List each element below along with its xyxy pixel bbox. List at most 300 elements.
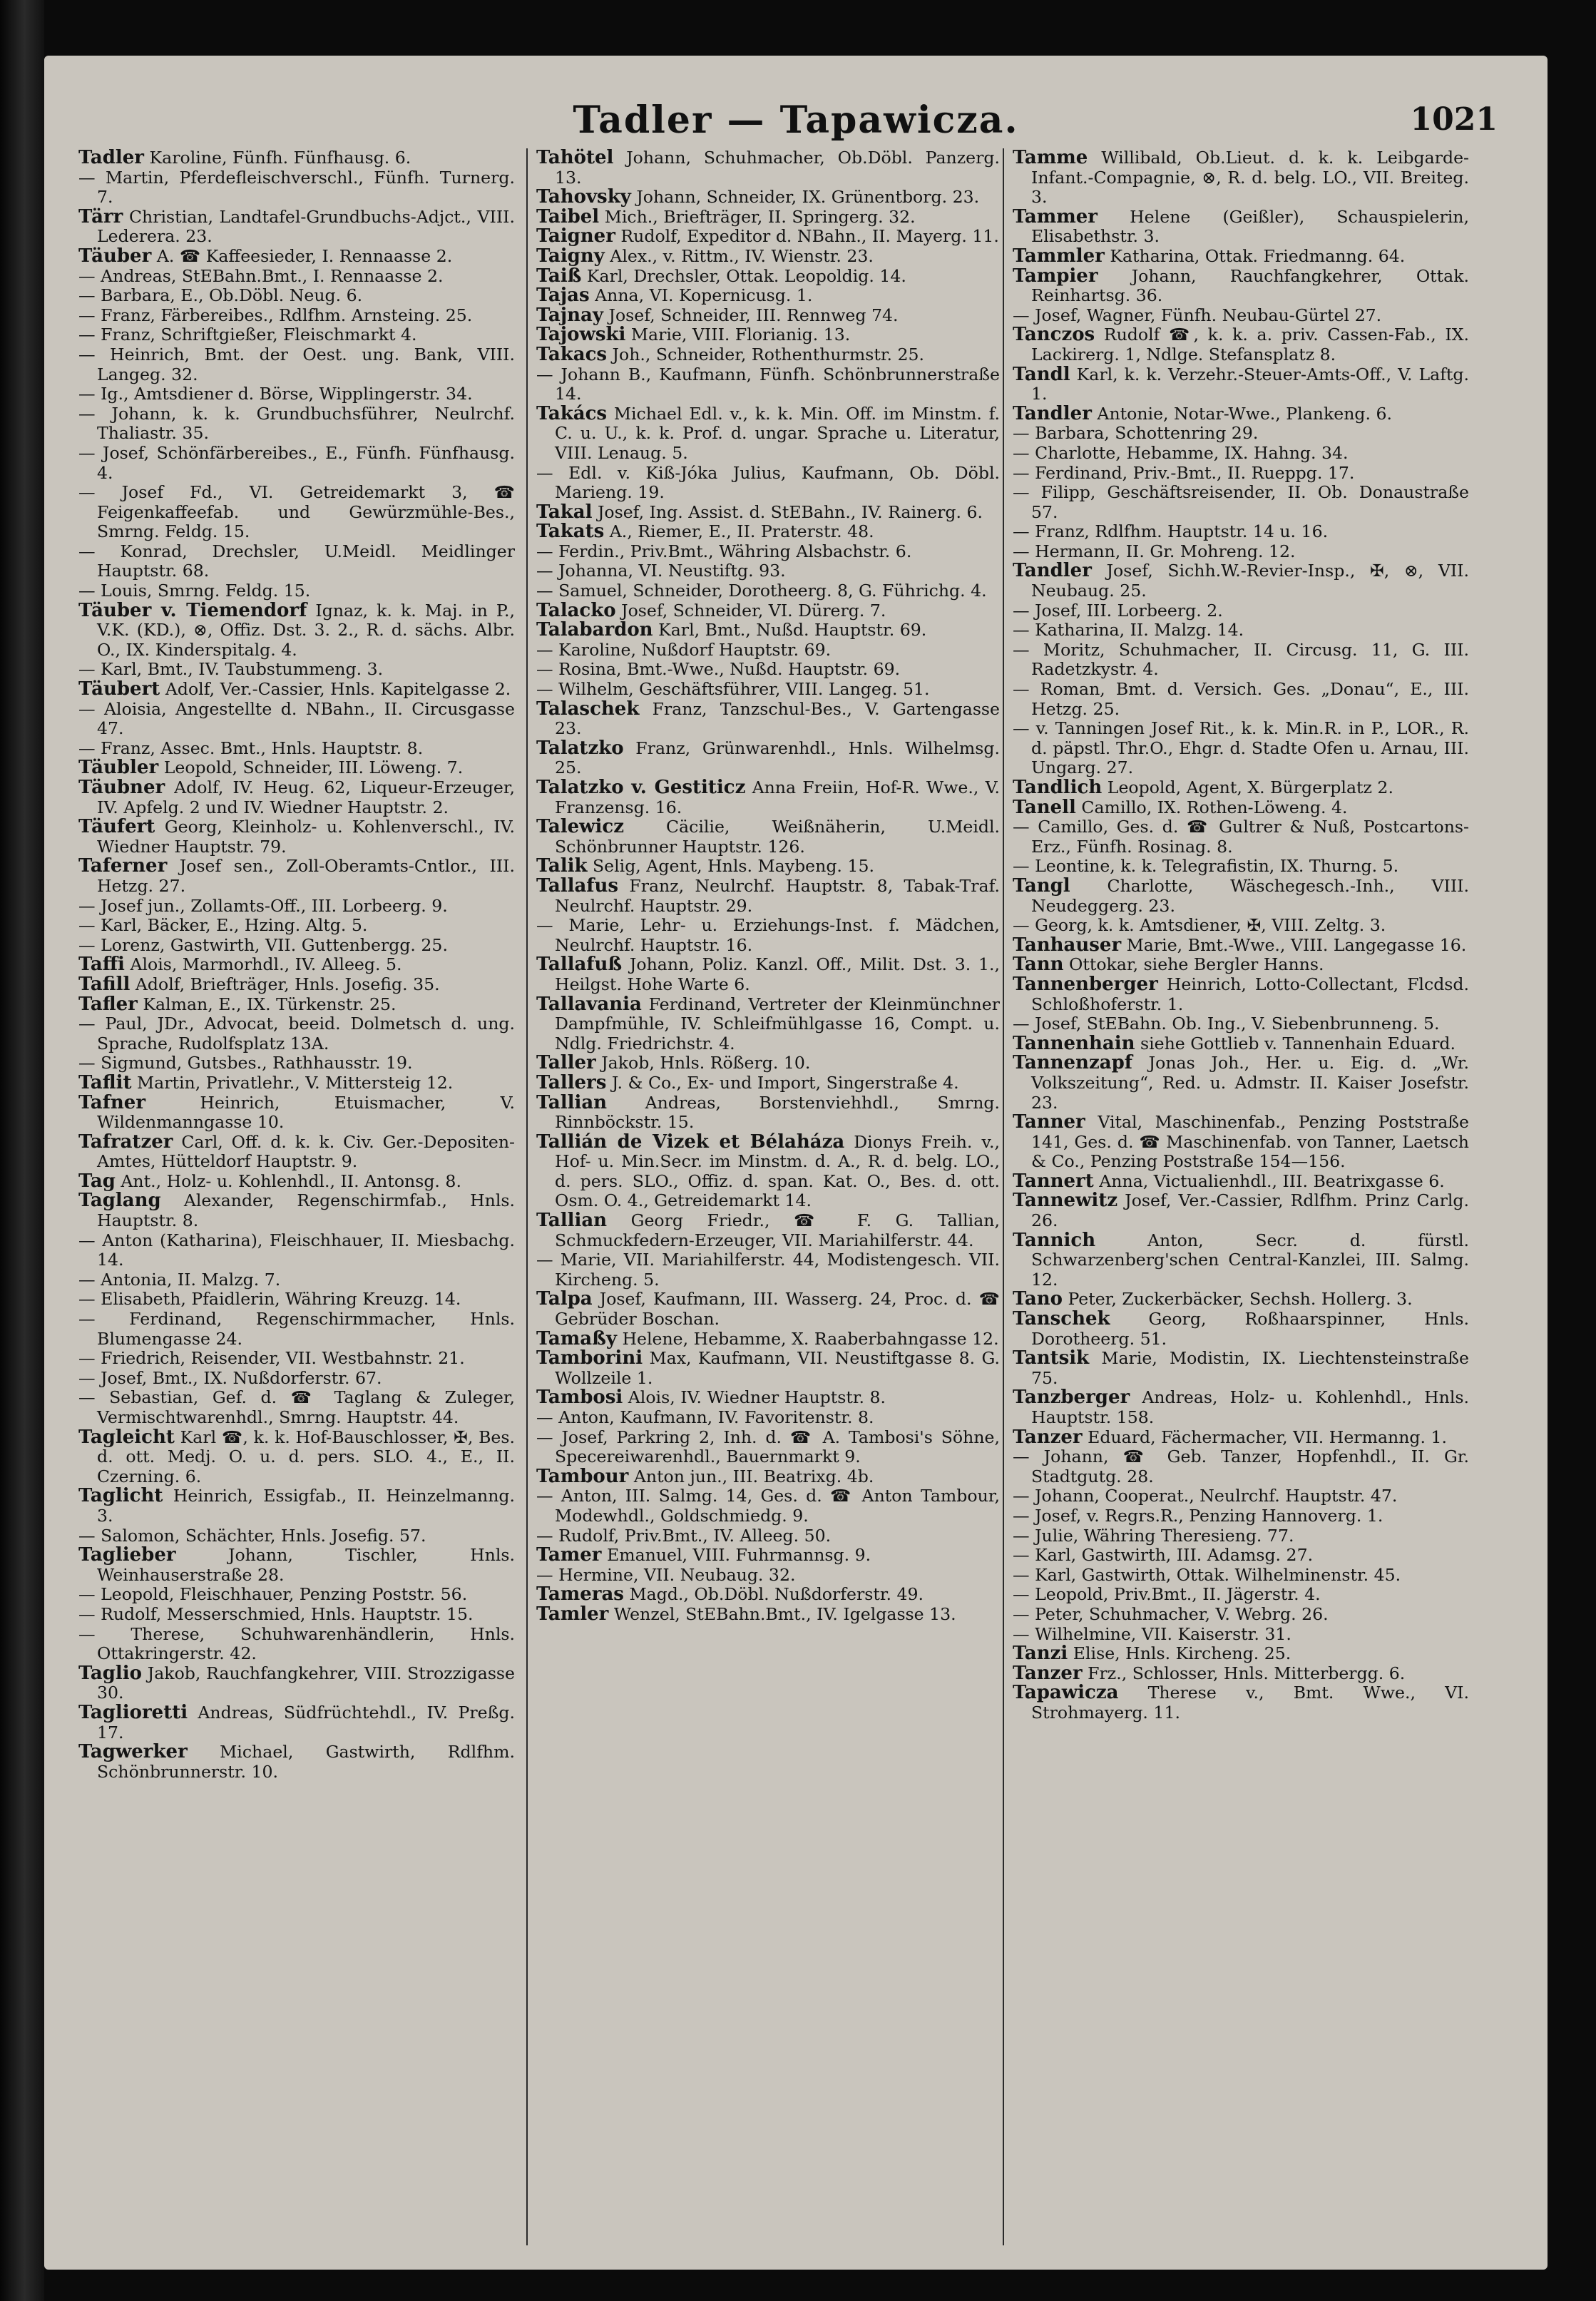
directory-entry (536, 1486, 1000, 1526)
entry-details: Marie, Bmt.-Wwe., VIII. Langegasse 16. (1126, 934, 1467, 955)
entry-surname: Tag (78, 1170, 116, 1192)
directory-entry (536, 1525, 1000, 1546)
directory-entry (1013, 423, 1469, 444)
directory-entry (1013, 1032, 1469, 1054)
entry-surname: Tannich (1013, 1229, 1096, 1251)
entry-surname: Taigny (536, 245, 605, 267)
directory-entry (536, 324, 1000, 346)
directory-entry (1013, 305, 1469, 326)
directory-entry (1013, 541, 1469, 562)
directory-entry (536, 1347, 1000, 1388)
entry-surname: Tanczos (1013, 324, 1095, 346)
entry-surname: Tandler (1013, 402, 1092, 424)
entry-details: Anton, Secr. d. fürstl. Schwarzenberg'schen Central-Kanzlei, III. Salmg. 12. (1031, 1230, 1469, 1290)
directory-entry (78, 855, 515, 896)
entry-surname: Täubner (78, 777, 165, 798)
directory-entry (78, 698, 515, 739)
entry-surname: Tanner (1013, 1111, 1085, 1133)
entry-details: — Franz, Schriftgießer, Fleischmarkt 4. (78, 325, 417, 345)
entry-surname: Tallafus (536, 874, 619, 897)
entry-details: — Camillo, Ges. d. ☎ Gultrer & Nuß, Postcartons-Erz., Fünfh. Rosinag. 8. (1013, 817, 1469, 857)
entry-surname: Talpa (536, 1288, 593, 1310)
directory-entry (1013, 600, 1469, 621)
directory-entry (1013, 1014, 1469, 1034)
entry-surname: Tannenhain (1013, 1032, 1135, 1054)
entry-details: Charlotte, Wäschegesch.-Inh., VIII. Neudeggerg. 23. (1031, 875, 1469, 916)
directory-entry (536, 402, 1000, 464)
entry-details: Vital, Maschinenfab., Penzing Poststraße 141, Ges. d. ☎ Maschinenfab. von Tanner, Laetsch & Co., Penzing Poststraße 154—156. (1031, 1112, 1469, 1172)
entry-surname: Tanzer (1013, 1662, 1083, 1684)
directory-entry (78, 1525, 515, 1546)
entry-surname: Tagwerker (78, 1741, 188, 1763)
directory-entry (536, 561, 1000, 581)
directory-entry (536, 915, 1000, 955)
entry-details: Katharina, Ottak. Friedmanng. 64. (1110, 245, 1406, 266)
directory-entry (78, 265, 515, 287)
directory-entry (78, 1053, 515, 1073)
entry-details: Alex., v. Rittm., IV. Wienstr. 23. (610, 245, 874, 266)
entry-surname: Tajowski (536, 324, 626, 346)
directory-entry (1013, 1505, 1469, 1526)
entry-details: Eduard, Fächermacher, VII. Hermanng. 1. (1088, 1427, 1448, 1447)
entry-details: Franz, Neulrchf. Hauptstr. 8, Tabak-Traf. Neulrchf. Hauptstr. 29. (555, 875, 1000, 916)
directory-entry (536, 521, 1000, 543)
entry-details: — Louis, Smrng. Feldg. 15. (78, 581, 311, 601)
entry-details: siehe Gottlieb v. Tannenhain Eduard. (1140, 1033, 1456, 1053)
entry-details: Helene (Geißler), Schauspielerin, Elisabethstr. 3. (1031, 206, 1469, 247)
entry-surname: Tafner (78, 1091, 146, 1113)
directory-entry (1013, 1564, 1469, 1586)
entry-details: — Johanna, VI. Neustiftg. 93. (536, 561, 786, 581)
entry-details: — Samuel, Schneider, Dorotheerg. 8, G. Führichg. 4. (536, 581, 987, 601)
entry-details: Leopold, Agent, X. Bürgerplatz 2. (1107, 777, 1393, 797)
directory-entry (1013, 934, 1469, 956)
entry-details: Jakob, Rauchfangkehrer, VIII. Strozzigasse 30. (97, 1663, 515, 1703)
entry-details: Ant., Holz- u. Kohlenhdl., II. Antonsg. 8. (121, 1170, 461, 1191)
directory-entry (536, 541, 1000, 562)
entry-details: — Friedrich, Reisender, VII. Westbahnstr. 21. (78, 1348, 465, 1369)
entry-details: Josef, Kaufmann, III. Wasserg. 24, Proc. d. ☎ Gebrüder Boschan. (555, 1289, 1000, 1330)
entry-surname: Talabardon (536, 619, 653, 641)
directory-entry (536, 1564, 1000, 1586)
entry-surname: Tahötel (536, 148, 614, 168)
entry-surname: Taglang (78, 1190, 161, 1212)
entry-details: A., Riemer, E., II. Praterstr. 48. (609, 521, 874, 542)
entry-surname: Tafler (78, 993, 138, 1015)
directory-entry (78, 915, 515, 936)
entry-details: — Charlotte, Hebamme, IX. Hahng. 34. (1013, 442, 1349, 463)
directory-entry (78, 1623, 515, 1664)
book-binding-edge (0, 0, 44, 2301)
entry-details: Franz, Grünwarenhdl., Hnls. Wilhelmsg. 25. (555, 738, 1000, 778)
entry-details: Johann, Schuhmacher, Ob.Döbl. Panzerg. 13. (555, 148, 1000, 188)
entry-details: — Barbara, Schottenring 29. (1013, 423, 1259, 444)
directory-entry (536, 1131, 1000, 1211)
entry-details: — Ig., Amtsdiener d. Börse, Wipplingerstr. 34. (78, 384, 473, 404)
directory-entry (1013, 402, 1469, 424)
entry-surname: Tahovsky (536, 186, 631, 208)
entry-details: Adolf, Ver.-Cassier, Hnls. Kapitelgasse 2. (165, 679, 511, 700)
entry-details: — Josef, Schönfärbereibes., E., Fünfh. Fünfhausg. 4. (78, 442, 515, 483)
entry-surname: Tajnay (536, 304, 603, 326)
directory-entry (536, 698, 1000, 739)
entry-surname: Täufert (78, 816, 155, 838)
entry-details: Antonie, Notar-Wwe., Plankeng. 6. (1097, 403, 1393, 424)
entry-surname: Tadler (78, 148, 145, 168)
directory-entry (536, 1071, 1000, 1093)
directory-entry (1013, 1682, 1469, 1723)
entry-details: — Josef, Parkring 2, Inh. d. ☎ A. Tambosi's Söhne, Specereiwarenhdl., Bauernmarkt 9. (536, 1427, 1000, 1467)
entry-surname: Tallian (536, 1210, 608, 1232)
entry-details: Leopold, Schneider, III. Löweng. 7. (163, 757, 464, 778)
entry-details: A. ☎ Kaffeesieder, I. Rennaasse 2. (156, 245, 453, 266)
entry-surname: Tallian (536, 1091, 608, 1113)
entry-details: — Sigmund, Gutsbes., Rathhausstr. 19. (78, 1053, 413, 1073)
entry-details: Karl, k. k. Verzehr.-Steuer-Amts-Off., V. Laftg. 1. (1031, 364, 1469, 404)
entry-surname: Tapawicza (1013, 1682, 1119, 1704)
column-left (78, 148, 515, 2260)
entry-surname: Taiß (536, 265, 582, 287)
entry-surname: Talatzko v. Gestiticz (536, 777, 746, 798)
directory-entry (536, 581, 1000, 601)
entry-details: Carl, Off. d. k. k. Civ. Ger.-Depositen-Amtes, Hütteldorf Hauptstr. 9. (97, 1131, 515, 1172)
entry-details: Marie, VIII. Florianig. 13. (630, 325, 851, 345)
directory-entry (78, 1071, 515, 1093)
entry-surname: Taglieber (78, 1544, 176, 1566)
entry-details: Franz, Tanzschul-Bes., V. Gartengasse 23. (555, 698, 1000, 739)
entry-surname: Täuber v. Tiemendorf (78, 599, 307, 621)
directory-entry (536, 659, 1000, 680)
directory-entry (78, 1387, 515, 1427)
entry-details: — Martin, Pferdefleischverschl., Fünfh. Turnerg. 7. (78, 167, 515, 208)
directory-entry (1013, 1545, 1469, 1566)
entry-details: — Josef jun., Zollamts-Off., III. Lorbeerg. 9. (78, 895, 448, 916)
entry-surname: Tallers (536, 1071, 607, 1093)
directory-entry (536, 245, 1000, 267)
directory-entry (1013, 856, 1469, 877)
directory-entry (78, 581, 515, 601)
entry-surname: Tannewitz (1013, 1190, 1118, 1212)
directory-entry (536, 1250, 1000, 1290)
entry-surname: Taller (536, 1052, 596, 1074)
entry-details: Joh., Schneider, Rothenthurmstr. 25. (612, 344, 925, 364)
entry-details: Heinrich, Lotto-Collectant, Flcdsd. Schloßhoferstr. 1. (1031, 974, 1469, 1014)
entry-details: — Elisabeth, Pfaidlerin, Währing Kreuzg. 14. (78, 1289, 461, 1310)
entry-details: — Filipp, Geschäftsreisender, II. Ob. Donaustraße 57. (1013, 482, 1469, 522)
entry-details: — Julie, Währing Theresieng. 77. (1013, 1525, 1294, 1546)
entry-details: Andreas, Borstenviehhdl., Smrng. Rinnböckstr. 15. (555, 1092, 1000, 1133)
entry-details: — Franz, Rdlfhm. Hauptstr. 14 u. 16. (1013, 521, 1329, 542)
column-right (1013, 148, 1469, 2260)
page-number: 1021 (1410, 101, 1498, 138)
directory-entry (536, 462, 1000, 503)
entry-surname: Tamler (536, 1603, 609, 1625)
directory-entry (78, 1544, 515, 1585)
entry-details: — Anton, Kaufmann, IV. Favoritenstr. 8. (536, 1407, 874, 1427)
directory-entry (1013, 1190, 1469, 1231)
entry-details: Mich., Briefträger, II. Springerg. 32. (604, 206, 916, 227)
directory-entry (536, 304, 1000, 326)
directory-entry (1013, 521, 1469, 542)
entry-details: Ottokar, siehe Bergler Hanns. (1069, 954, 1324, 975)
entry-surname: Tano (1013, 1288, 1063, 1310)
directory-entry (78, 1701, 515, 1743)
entry-surname: Täubler (78, 757, 159, 779)
entry-details: — Wilhelmine, VII. Kaiserstr. 31. (1013, 1623, 1291, 1644)
directory-entry (78, 1170, 515, 1192)
entry-details: — Andreas, StEBahn.Bmt., I. Rennaasse 2. (78, 265, 444, 286)
entry-details: — Paul, JDr., Advocat, beeid. Dolmetsch d. ung. Sprache, Rudolfsplatz 13A. (78, 1014, 515, 1053)
directory-entry (78, 1426, 515, 1487)
entry-surname: Tann (1013, 954, 1064, 976)
entry-surname: Taigner (536, 225, 615, 248)
directory-entry (536, 225, 1000, 248)
directory-entry (78, 205, 515, 247)
entry-details: — Johann, Cooperat., Neulrchf. Hauptstr. 47. (1013, 1486, 1398, 1506)
entry-details: Elise, Hnls. Kircheng. 25. (1073, 1643, 1291, 1664)
entry-details: Max, Kaufmann, VII. Neustiftgasse 8. G. Wollzeile 1. (555, 1348, 1000, 1388)
entry-details: Heinrich, Etuismacher, V. Wildenmanngasse 10. (97, 1092, 515, 1133)
entry-details: — Heinrich, Bmt. der Oest. ung. Bank, VIII. Langeg. 32. (78, 344, 515, 384)
directory-entry (536, 679, 1000, 700)
entry-surname: Takács (536, 402, 608, 424)
directory-entry (78, 777, 515, 817)
directory-entry (78, 1367, 515, 1389)
entry-details: Michael Edl. v., k. k. Min. Off. im Minstm. f. C. u. U., k. k. Prof. d. ungar. Sprache u. Literatur, VIII. Lenaug. 5. (555, 403, 1000, 463)
directory-entry (78, 442, 515, 483)
entry-details: Josef, Schneider, VI. Dürerg. 7. (621, 600, 886, 621)
directory-entry (536, 639, 1000, 660)
directory-entry (536, 599, 1000, 621)
entry-details: Rudolf ☎, k. k. a. priv. Cassen-Fab., IX. Lackirerg. 1, Ndlge. Stefansplatz 8. (1031, 325, 1469, 364)
directory-entry (1013, 1229, 1469, 1290)
directory-entry (1013, 1347, 1469, 1388)
directory-entry (78, 148, 515, 168)
directory-entry (536, 816, 1000, 857)
entry-surname: Tafratzer (78, 1131, 173, 1153)
entry-surname: Tambour (536, 1465, 629, 1487)
entry-details: Anna, VI. Kopernicusg. 1. (595, 285, 813, 306)
entry-surname: Tannenzapf (1013, 1052, 1132, 1074)
entry-details: — Karl, Bäcker, E., Hzing. Altg. 5. (78, 915, 368, 936)
directory-entry (536, 1427, 1000, 1467)
entry-details: — Franz, Assec. Bmt., Hnls. Hauptstr. 8. (78, 738, 424, 758)
directory-entry (1013, 1525, 1469, 1546)
directory-entry (536, 777, 1000, 817)
entry-details: Karl, Bmt., Nußd. Hauptstr. 69. (658, 620, 927, 641)
entry-surname: Talaschek (536, 698, 640, 720)
entry-details: — Leontine, k. k. Telegrafistin, IX. Thurng. 5. (1013, 856, 1399, 877)
entry-details: Anton jun., III. Beatrixg. 4b. (633, 1466, 874, 1486)
entry-surname: Tandlich (1013, 777, 1103, 798)
directory-entry (1013, 1662, 1469, 1684)
running-head (44, 86, 1548, 150)
entry-details: — Edl. v. Kiß-Jóka Julius, Kaufmann, Ob. Döbl. Marieng. 19. (536, 462, 1000, 503)
entry-details: — Lorenz, Gastwirth, VII. Guttenbergg. 25. (78, 934, 448, 955)
entry-details: Andreas, Südfrüchtehdl., IV. Preßg. 17. (97, 1702, 515, 1743)
entry-details: Christian, Landtafel-Grundbuchs-Adjct., VIII. Lederera. 23. (97, 206, 515, 247)
entry-details: — Johann B., Kaufmann, Fünfh. Schönbrunnerstraße 14. (536, 364, 1000, 404)
entry-details: — Anton (Katharina), Fleischhauer, II. Miesbachg. 14. (78, 1230, 515, 1270)
directory-entry (78, 954, 515, 976)
entry-surname: Tammler (1013, 245, 1105, 267)
entry-details: — Barbara, E., Ob.Döbl. Neug. 6. (78, 285, 363, 306)
entry-details: Josef, Ver.-Cassier, Rdlfhm. Prinz Carlg. 26. (1031, 1190, 1469, 1231)
entry-details: Marie, Modistin, IX. Liechtensteinstraße 75. (1031, 1348, 1469, 1388)
entry-details: — Salomon, Schächter, Hnls. Josefig. 57. (78, 1525, 426, 1546)
entry-surname: Taglicht (78, 1485, 163, 1507)
entry-details: Therese v., Bmt. Wwe., VI. Strohmayerg. 11. (1031, 1683, 1469, 1723)
entry-details: — Josef, Bmt., IX. Nußdorferstr. 67. (78, 1367, 382, 1388)
entry-surname: Tanzer (1013, 1426, 1083, 1448)
entry-details: — Leopold, Fleischhauer, Penzing Poststr. 56. (78, 1584, 468, 1605)
entry-details: — Wilhelm, Geschäftsführer, VIII. Langeg. 51. (536, 679, 930, 700)
entry-details: Helene, Hebamme, X. Raaberbahngasse 12. (622, 1328, 999, 1349)
directory-entry (78, 1131, 515, 1172)
entry-details: Josef, Ing. Assist. d. StEBahn., IV. Rainerg. 6. (597, 501, 983, 522)
directory-entry (536, 285, 1000, 307)
directory-entry (78, 1603, 515, 1625)
entry-surname: Tamaßy (536, 1327, 617, 1350)
entry-surname: Tamme (1013, 148, 1088, 168)
entry-details: Adolf, IV. Heug. 62, Liqueur-Erzeuger, IV. Apfelg. 2 und IV. Wiedner Hauptstr. 2. (97, 777, 515, 817)
directory-entry (78, 1741, 515, 1782)
entry-details: Alois, IV. Wiedner Hauptstr. 8. (628, 1387, 886, 1408)
directory-entry (78, 1485, 515, 1526)
entry-details: Jakob, Hnls. Rößerg. 10. (601, 1053, 811, 1073)
entry-details: — Antonia, II. Malzg. 7. (78, 1269, 281, 1290)
entry-details: — Rosina, Bmt.-Wwe., Nußd. Hauptstr. 69. (536, 659, 901, 680)
directory-entry (1013, 1643, 1469, 1665)
entry-details: Heinrich, Essigfab., II. Heinzelmanng. 3. (97, 1486, 515, 1526)
directory-entry (1013, 324, 1469, 364)
directory-entry (536, 1091, 1000, 1133)
entry-surname: Tärr (78, 205, 123, 228)
entry-surname: Tammer (1013, 205, 1098, 228)
entry-surname: Täubert (78, 678, 160, 700)
directory-entry (1013, 1623, 1469, 1645)
directory-entry (536, 1583, 1000, 1606)
entry-details: — Moritz, Schuhmacher, II. Circusg. 11, G. III. Radetzkystr. 4. (1013, 639, 1469, 680)
directory-entry (78, 344, 515, 384)
entry-details: — Therese, Schuhwarenhändlerin, Hnls. Ottakringerstr. 42. (78, 1623, 515, 1664)
entry-details: Alexander, Regenschirmfab., Hnls. Hauptstr. 8. (97, 1190, 515, 1231)
entry-details: Anna, Victualienhdl., III. Beatrixgasse 6. (1099, 1170, 1445, 1191)
entry-surname: Takal (536, 501, 593, 523)
entry-surname: Tanzberger (1013, 1387, 1130, 1409)
entry-details: Ignaz, k. k. Maj. in P., V.K. (KD.), ⊗, Offiz. Dst. 3. 2., R. d. sächs. Albr. O., IX. Kinderspitalg. 4. (97, 600, 515, 660)
page-title: Tadler — Tapawicza. (573, 98, 1019, 142)
entry-details: J. & Co., Ex- und Import, Singerstraße 4. (611, 1072, 959, 1093)
entry-surname: Tallafuß (536, 954, 623, 976)
entry-details: — Leopold, Priv.Bmt., II. Jägerstr. 4. (1013, 1584, 1321, 1605)
directory-entry (78, 384, 515, 404)
directory-entry (78, 245, 515, 267)
entry-details: — Johann, k. k. Grundbuchsführer, Neulrchf. Thaliastr. 35. (78, 403, 515, 444)
directory-entry (78, 757, 515, 779)
entry-details: Frz., Schlosser, Hnls. Mitterbergg. 6. (1088, 1663, 1406, 1683)
entry-details: Cäcilie, Weißnäherin, U.Meidl. Schönbrunner Hauptstr. 126. (555, 817, 1000, 857)
entry-surname: Tallián de Vizek et Bélaháza (536, 1131, 845, 1153)
directory-entry (78, 993, 515, 1015)
entry-details: Wenzel, StEBahn.Bmt., IV. Igelgasse 13. (613, 1603, 956, 1624)
entry-surname: Täuber (78, 245, 152, 267)
directory-entry (78, 285, 515, 306)
entry-details: Kalman, E., IX. Türkenstr. 25. (143, 994, 397, 1014)
entry-details: — Ferdin., Priv.Bmt., Währing Alsbachstr. 6. (536, 541, 912, 561)
directory-entry (1013, 1426, 1469, 1448)
directory-entry (1013, 973, 1469, 1014)
entry-details: — Josef, StEBahn. Ob. Ing., V. Siebenbrunneng. 5. (1013, 1014, 1440, 1034)
directory-entry (1013, 1052, 1469, 1113)
entry-surname: Tanhauser (1013, 934, 1122, 956)
entry-details: — Josef, Wagner, Fünfh. Neubau-Gürtel 27. (1013, 305, 1382, 325)
directory-entry (1013, 1308, 1469, 1349)
entry-details: Ferdinand, Vertreter der Kleinmünchner Dampfmühle, IV. Schleifmühlgasse 16, Compt. u. Ndlg. Friedrichstr. 4. (555, 994, 1000, 1053)
directory-entry (78, 599, 515, 660)
entry-details: — Roman, Bmt. d. Versich. Ges. „Donau“, E., III. Hetzg. 25. (1013, 679, 1469, 719)
directory-entry (1013, 1584, 1469, 1605)
directory-entry (1013, 442, 1469, 464)
entry-surname: Tallavania (536, 993, 642, 1015)
directory-entry (1013, 482, 1469, 522)
directory-entry (536, 1544, 1000, 1566)
directory-entry (1013, 265, 1469, 306)
entry-surname: Talewicz (536, 816, 624, 838)
entry-surname: Talacko (536, 599, 616, 621)
entry-details: Georg, Kleinholz- u. Kohlenverschl., IV. Wiedner Hauptstr. 79. (97, 817, 515, 857)
directory-entry (1013, 620, 1469, 641)
directory-entry (78, 1091, 515, 1133)
entry-details: Josef, Sichh.W.-Revier-Insp., ✠, ⊗, VII. Neubaug. 25. (1031, 561, 1469, 601)
entry-details: Karl ☎, k. k. Hof-Bauschlosser, ✠, Bes. d. ott. Medj. O. u. d. pers. SLO. 4., E., II. Czerning. 6. (97, 1427, 515, 1486)
entry-details: — Rudolf, Priv.Bmt., IV. Alleeg. 50. (536, 1525, 832, 1546)
entry-details: Adolf, Briefträger, Hnls. Josefig. 35. (135, 974, 440, 994)
entry-details: — Ferdinand, Priv.-Bmt., II. Rueppg. 17. (1013, 462, 1355, 483)
directory-entry (1013, 148, 1469, 208)
entry-details: Andreas, Holz- u. Kohlenhdl., Hnls. Hauptstr. 158. (1031, 1387, 1469, 1427)
directory-entry (1013, 874, 1469, 916)
entry-surname: Taffi (78, 954, 125, 976)
entry-details: Michael, Gastwirth, Rdlfhm. Schönbrunnerstr. 10. (97, 1742, 515, 1782)
entry-details: — Anton, III. Salmg. 14, Ges. d. ☎ Anton Tambour, Modewhdl., Goldschmiedg. 9. (536, 1486, 1000, 1526)
directory-entry (78, 973, 515, 995)
entry-details: — Karoline, Nußdorf Hauptstr. 69. (536, 639, 832, 660)
entry-details: — Sebastian, Gef. d. ☎ Taglang & Zuleger, Vermischtwarenhdl., Smrng. Hauptstr. 44. (78, 1387, 515, 1427)
directory-entry (536, 1603, 1000, 1625)
entry-surname: Tambosi (536, 1387, 623, 1409)
entry-surname: Tanschek (1013, 1308, 1110, 1330)
directory-entry (536, 954, 1000, 994)
directory-entry (536, 1387, 1000, 1409)
entry-surname: Tantsik (1013, 1347, 1090, 1369)
entry-surname: Tangl (1013, 874, 1070, 897)
entry-details: Johann, Schneider, IX. Grünentborg. 23. (636, 187, 980, 208)
directory-entry (1013, 915, 1469, 936)
entry-surname: Taferner (78, 855, 168, 877)
directory-entry (78, 895, 515, 917)
directory-entry (1013, 1288, 1469, 1310)
directory-entry (78, 1309, 515, 1349)
directory-entry (1013, 954, 1469, 976)
entry-details: — Peter, Schuhmacher, V. Webrg. 26. (1013, 1603, 1329, 1624)
directory-entry (536, 1327, 1000, 1350)
entry-details: Emanuel, VIII. Fuhrmannsg. 9. (606, 1545, 871, 1566)
directory-entry (78, 482, 515, 542)
entry-details: — Rudolf, Messerschmied, Hnls. Hauptstr. 15. (78, 1603, 474, 1624)
directory-entry (78, 1014, 515, 1053)
entry-surname: Tampier (1013, 265, 1098, 287)
